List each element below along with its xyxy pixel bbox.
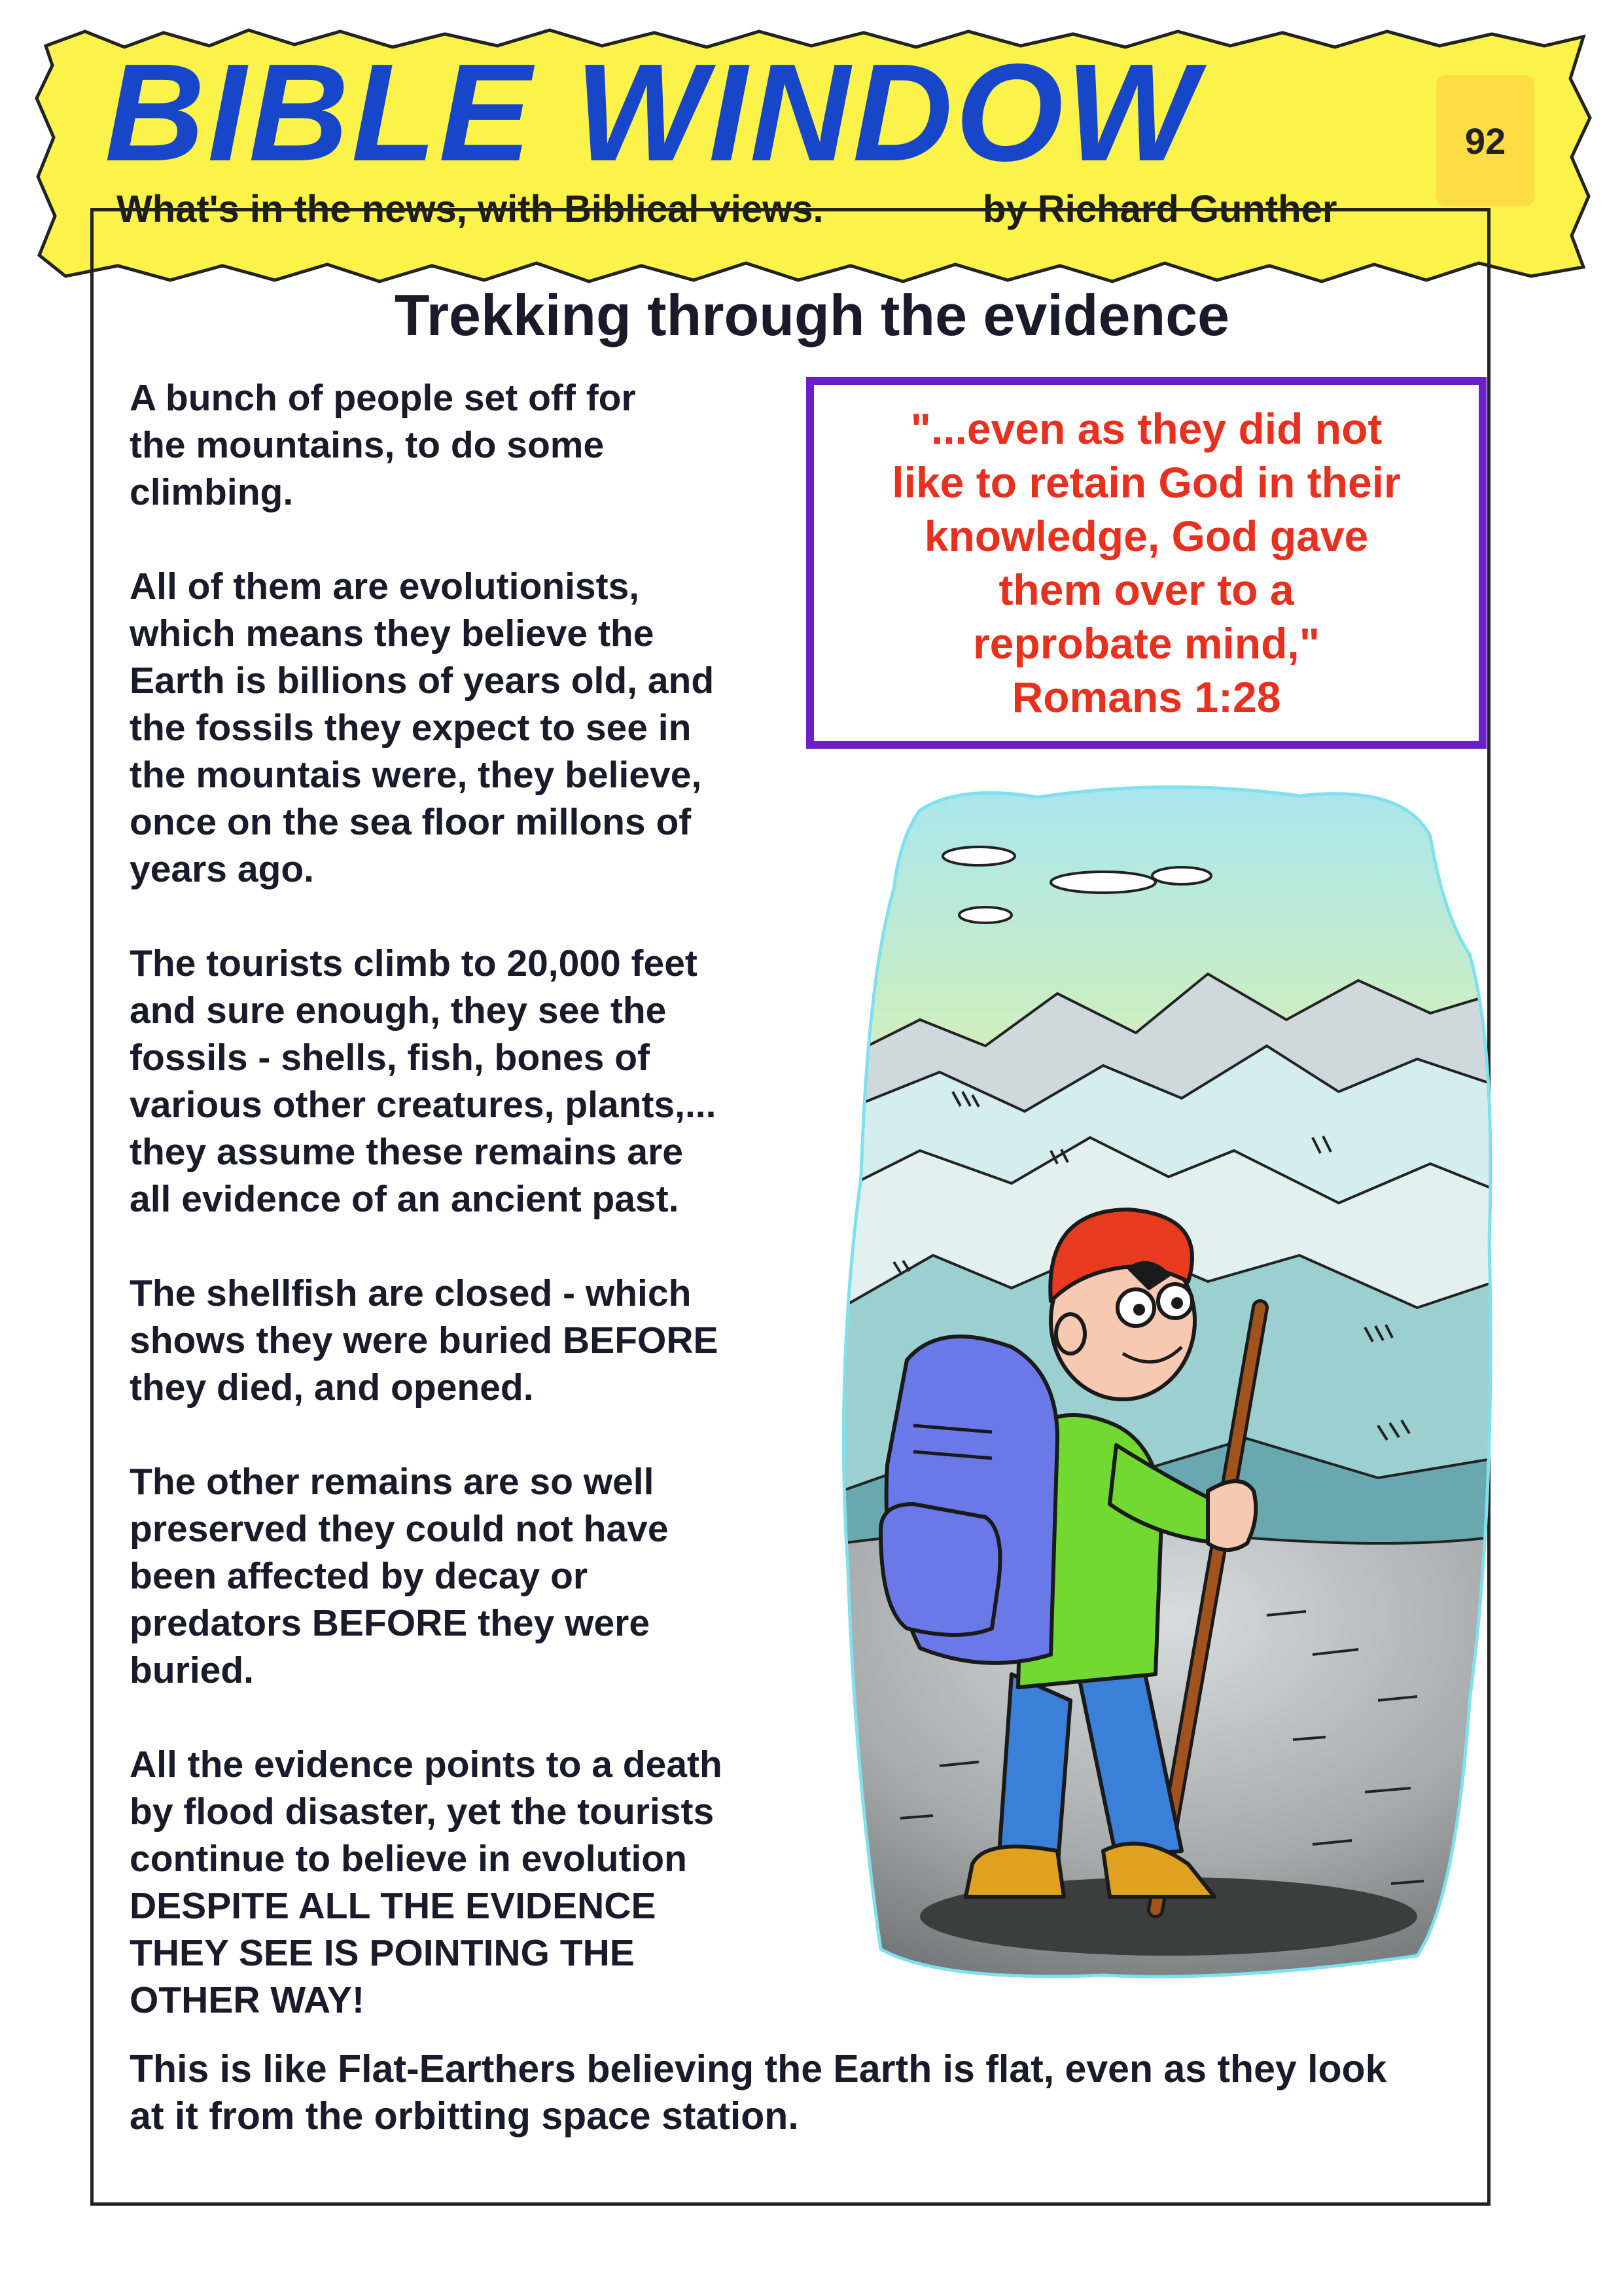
- body-paragraph: All the evidence points to a death by flood disaster, yet the tourists continue to believe in evolution DESPITE ALL THE EVIDENCE THEY SEE IS POINTING THE OTHER WAY!: [130, 1744, 722, 2021]
- article-body: [130, 374, 869, 2071]
- hiker-illustration: [841, 784, 1496, 1982]
- scripture-reference: Romans 1:28: [1012, 673, 1281, 721]
- article-headline: Trekking through the evidence: [394, 283, 1230, 348]
- body-paragraph: The shellfish are closed - which shows they were buried BEFORE they died, and opened.: [130, 1272, 718, 1408]
- closing-statement: This is like Flat-Earthers believing the Earth is flat, even as they look at it from the orbitting space station.: [130, 2047, 1387, 2138]
- masthead-tagline: What's in the news, with Biblical views.: [116, 188, 824, 230]
- issue-number-badge: 92: [1436, 75, 1534, 206]
- masthead-title: BIBLE WINDOW: [105, 35, 1200, 190]
- body-paragraph: All of them are evolutionists, which means they believe the Earth is billions of years old, and the fossils they expect to see in the mountais were, they believe, once on the sea floor millons of years ago.: [130, 565, 715, 890]
- scripture-quote-text: "...even as they did not like to retain God in their knowledge, God gave them over to a reprobate mind,": [892, 404, 1401, 668]
- body-paragraph: A bunch of people set off for the mountains, to do some climbing.: [130, 377, 636, 513]
- author-byline: by Richard Gunther: [983, 188, 1337, 230]
- body-paragraph: The other remains are so well preserved they could not have been affected by decay or predators BEFORE they were buried.: [130, 1461, 669, 1691]
- scripture-quote-box: [806, 377, 1487, 749]
- body-paragraph: The tourists climb to 20,000 feet and sure enough, they see the fossils - shells, fish, bones of various other creatures, plants,... they assume these remains are all evidence of an ancient past.: [130, 942, 716, 1220]
